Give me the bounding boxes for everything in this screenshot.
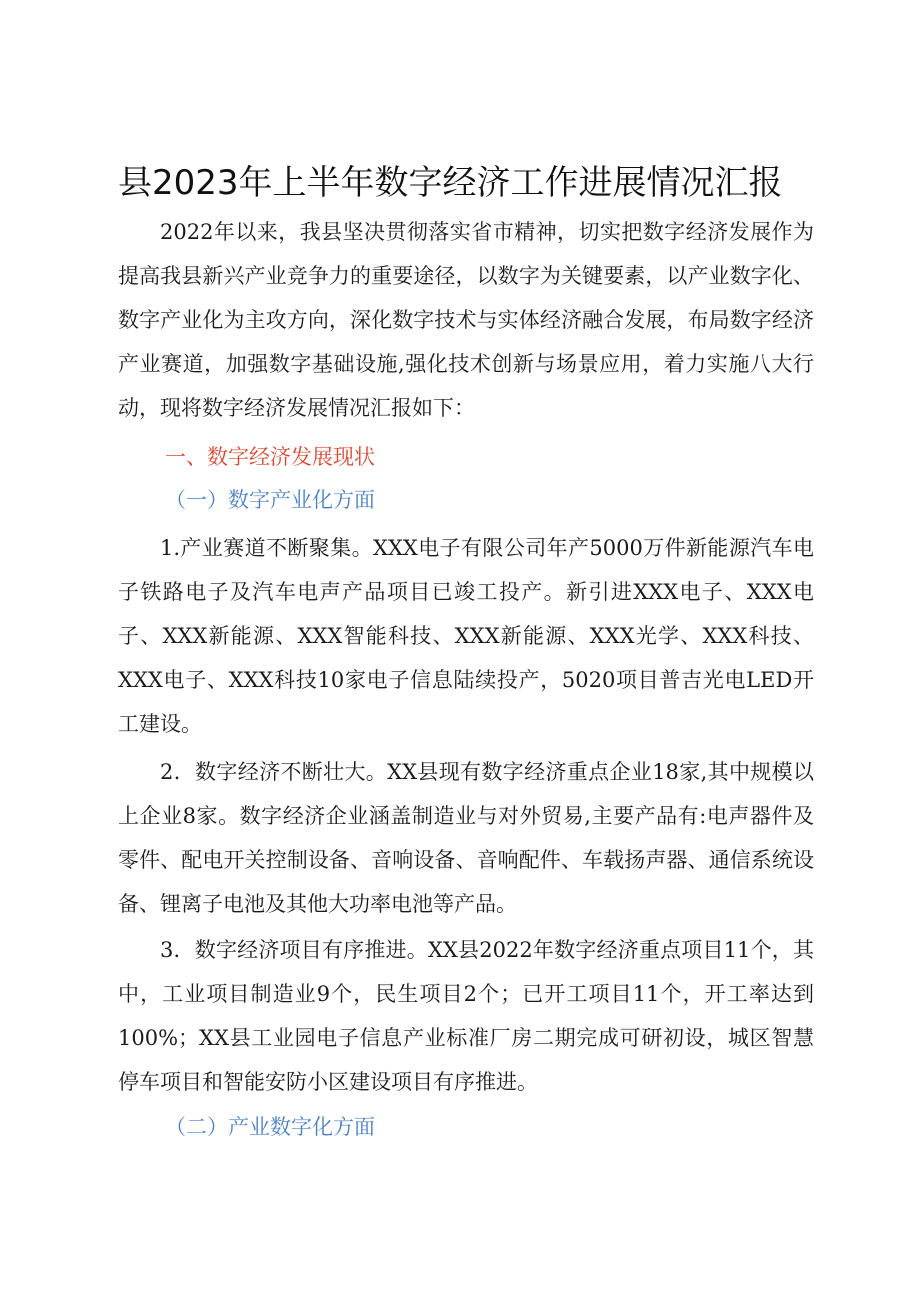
body-paragraph: 1.产业赛道不断聚集。XXX电子有限公司年产5000万件新能源汽车电子铁路电子及汽车电声产品项目已竣工投产。新引进XXX电子、XXX电子、XXX新能源、XXX智能科技、XXX新能源、XXX光学、XXX科技、XXX电子、XXX科技10家电子信息陆续投产，5020项目普吉光电LED开工建设。 <box>118 536 814 736</box>
body-paragraph: 3．数字经济项目有序推进。XX县2022年数字经济重点项目11个，其中，工业项目制造业9个，民生项目2个；已开工项目11个，开工率达到100%；XX县工业园电子信息产业标准厂房二期完成可研初设，城区智慧停车项目和智能安防小区建设项目有序推进。 <box>118 938 814 1094</box>
section-heading: 一、数字经济发展现状 <box>165 445 375 469</box>
subsection-heading: （二）产业数字化方面 <box>165 1115 375 1139</box>
body-paragraph: 2．数字经济不断壮大。XX县现有数字经济重点企业18家,其中规模以上企业8家。数字经济企业涵盖制造业与对外贸易,主要产品有:电声器件及零件、配电开关控制设备、音响设备、音响配件、车载扬声器、通信系统设备、锂离子电池及其他大功率电池等产品。 <box>118 760 814 916</box>
intro-paragraph: 2022年以来，我县坚决贯彻落实省市精神，切实把数字经济发展作为提高我县新兴产业竞争力的重要途径，以数字为关键要素，以产业数字化、数字产业化为主攻方向，深化数字技术与实体经济融合发展，布局数字经济产业赛道，加强数字基础设施,强化技术创新与场景应用，着力实施八大行动，现将数字经济发展情况汇报如下： <box>118 220 814 420</box>
subsection-heading: （一）数字产业化方面 <box>165 488 375 512</box>
document-title: 县2023年上半年数字经济工作进展情况汇报 <box>118 163 783 203</box>
